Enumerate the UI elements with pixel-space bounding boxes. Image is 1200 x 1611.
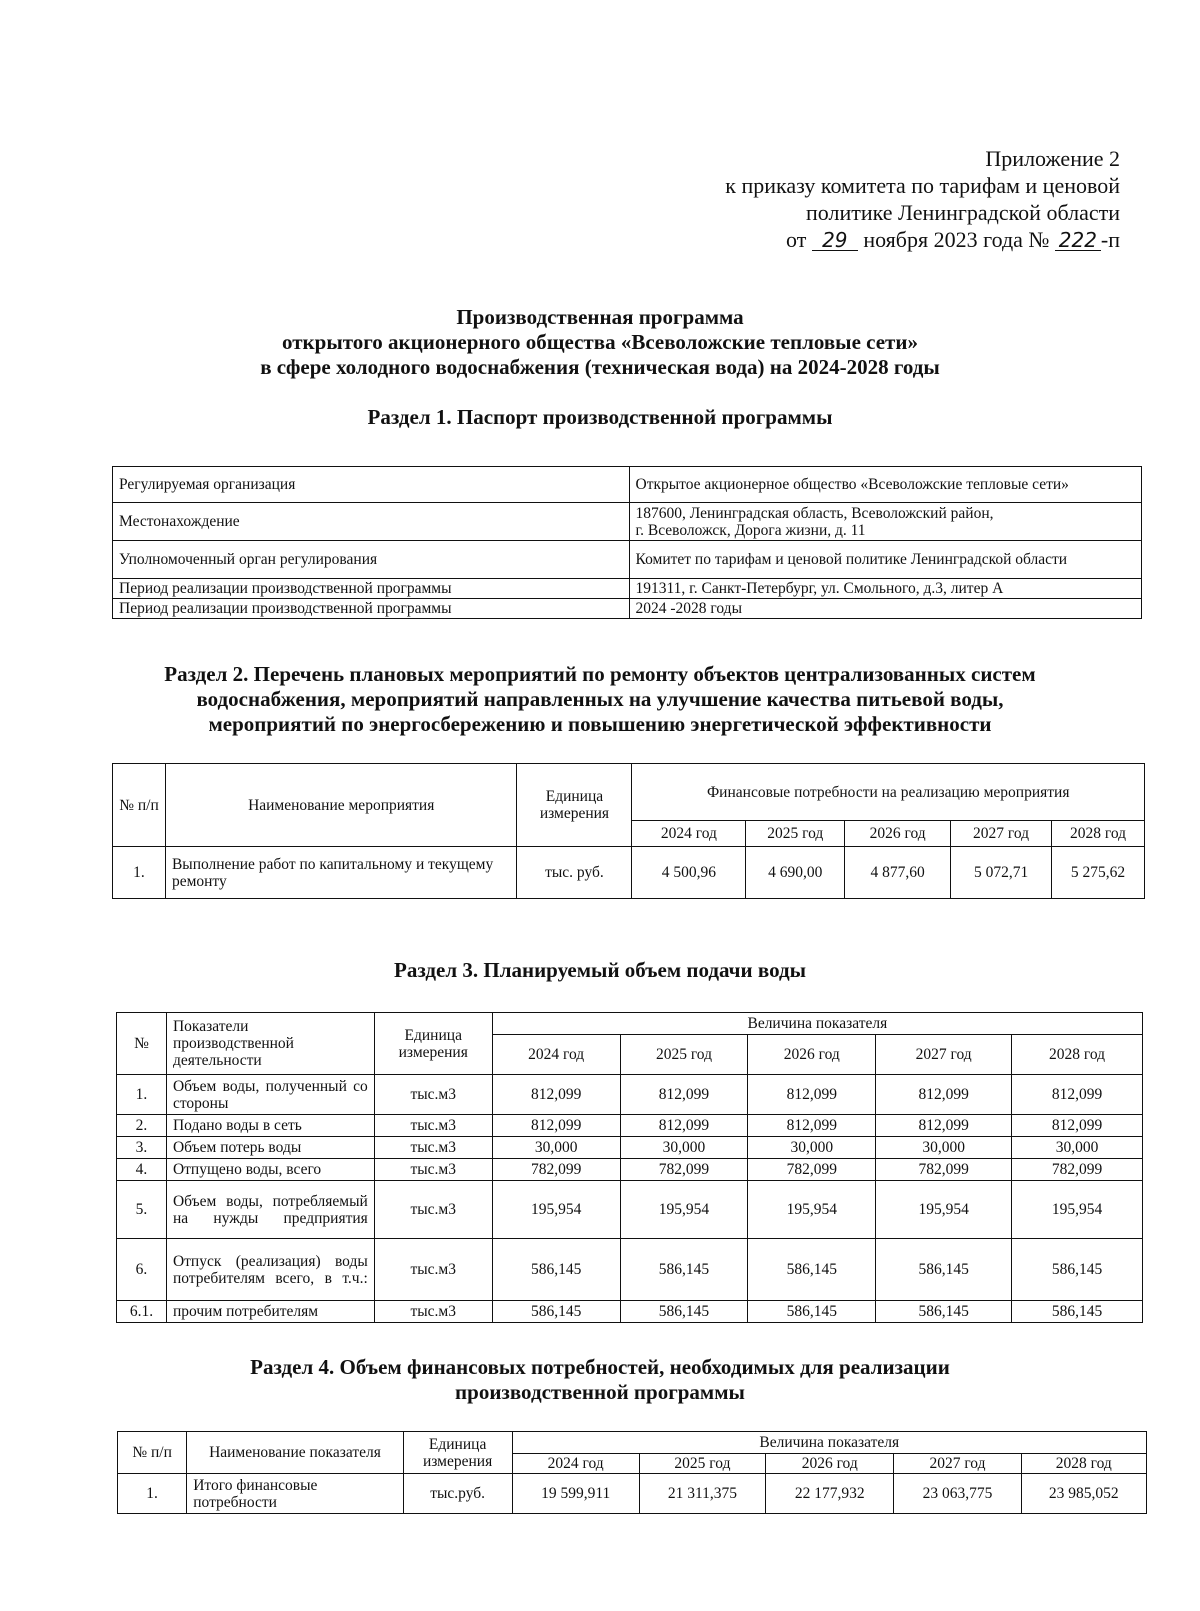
row-value: 195,954: [1012, 1181, 1143, 1239]
row-num: 2.: [117, 1115, 167, 1137]
row-unit: тыс.м3: [374, 1301, 492, 1323]
table-row: [117, 1075, 1143, 1115]
address-line: 187600, Ленинградская область, Всеволожский район,: [635, 504, 994, 522]
col-header-name: Показатели производственной деятельности: [166, 1013, 374, 1075]
table-row: [113, 579, 1142, 599]
title-line: открытого акционерного общества «Всеволожские тепловые сети»: [282, 330, 918, 354]
date-middle: ноября 2023 года №: [863, 227, 1050, 252]
passport-label: Регулируемая организация: [113, 467, 630, 503]
row-value: 812,099: [876, 1115, 1012, 1137]
row-value: 812,099: [1012, 1115, 1143, 1137]
passport-label: Период реализации производственной программы: [113, 599, 630, 619]
row-value: 586,145: [748, 1301, 876, 1323]
row-value: 19 599,911: [512, 1474, 639, 1514]
row-value: 30,000: [748, 1137, 876, 1159]
section4-heading: [60, 1355, 1140, 1405]
order-suffix: -п: [1100, 227, 1120, 252]
table-row: [113, 503, 1142, 541]
table-row: [113, 847, 1145, 899]
row-num: 1.: [113, 847, 166, 899]
heading-line: мероприятий по энергосбережению и повышению энергетической эффективности: [208, 712, 992, 736]
col-header-num: №: [117, 1013, 167, 1075]
passport-value: Комитет по тарифам и ценовой политике Ленинградской области: [629, 541, 1142, 579]
row-name: Подано воды в сеть: [166, 1115, 374, 1137]
row-unit: тыс.м3: [374, 1159, 492, 1181]
row-value: 586,145: [748, 1239, 876, 1301]
passport-label: Период реализации производственной программы: [113, 579, 630, 599]
row-value: 812,099: [620, 1115, 748, 1137]
year-header: 2027 год: [951, 821, 1052, 847]
year-header: 2024 год: [632, 821, 746, 847]
row-value: 812,099: [748, 1115, 876, 1137]
row-unit: тыс.м3: [374, 1075, 492, 1115]
col-header-value: Величина показателя: [492, 1013, 1142, 1035]
row-value: 812,099: [1012, 1075, 1143, 1115]
appendix-line: политике Ленинградской области: [805, 200, 1120, 225]
row-name: Отпуск (реализация) воды потребителям всего, в т.ч.:: [166, 1239, 374, 1301]
row-value: 812,099: [748, 1075, 876, 1115]
table-header-row: [113, 764, 1145, 821]
year-header: 2028 год: [1012, 1035, 1143, 1075]
col-header-value: Величина показателя: [512, 1432, 1146, 1454]
year-header: 2025 год: [639, 1454, 765, 1474]
row-num: 1.: [118, 1474, 187, 1514]
row-name: Объем воды, полученный со стороны: [166, 1075, 374, 1115]
row-name: Итого финансовые потребности: [187, 1474, 403, 1514]
appendix-line: Приложение 2: [985, 146, 1120, 171]
row-name: Выполнение работ по капитальному и текущему ремонту: [165, 847, 517, 899]
section1-heading: Раздел 1. Паспорт производственной программы: [367, 405, 833, 429]
passport-label: Местонахождение: [113, 503, 630, 541]
appendix-line: к приказу комитета по тарифам и ценовой: [725, 173, 1120, 198]
row-value: 782,099: [492, 1159, 620, 1181]
row-value: 586,145: [492, 1301, 620, 1323]
row-value: 195,954: [620, 1181, 748, 1239]
table-row: [113, 467, 1142, 503]
heading-line: Раздел 4. Объем финансовых потребностей, необходимых для реализации: [250, 1355, 950, 1379]
heading-line: производственной программы: [455, 1380, 745, 1404]
row-value: 586,145: [492, 1239, 620, 1301]
row-unit: тыс.руб.: [403, 1474, 512, 1514]
row-value: 5 072,71: [951, 847, 1052, 899]
row-num: 4.: [117, 1159, 167, 1181]
row-value: 30,000: [876, 1137, 1012, 1159]
row-unit: тыс.м3: [374, 1137, 492, 1159]
row-value: 23 063,775: [894, 1474, 1021, 1514]
col-header-num: № п/п: [113, 764, 166, 847]
row-value: 4 877,60: [845, 847, 951, 899]
row-value: 22 177,932: [766, 1474, 894, 1514]
row-value: 4 690,00: [746, 847, 845, 899]
row-value: 4 500,96: [632, 847, 746, 899]
year-header: 2028 год: [1021, 1454, 1146, 1474]
row-name: Объем потерь воды: [166, 1137, 374, 1159]
passport-table: [112, 466, 1142, 619]
appendix-header: [560, 145, 1120, 253]
row-unit: тыс. руб.: [517, 847, 632, 899]
row-value: 782,099: [748, 1159, 876, 1181]
water-supply-table: [116, 1012, 1143, 1323]
row-value: 195,954: [876, 1181, 1012, 1239]
row-value: 30,000: [620, 1137, 748, 1159]
row-value: 812,099: [492, 1115, 620, 1137]
date-prefix: от: [785, 227, 807, 252]
measures-table: [112, 763, 1145, 899]
document-title: [60, 305, 1140, 380]
table-header-row: [118, 1432, 1147, 1454]
table-row: [117, 1181, 1143, 1239]
row-value: 586,145: [1012, 1239, 1143, 1301]
col-header-finance: Финансовые потребности на реализацию мероприятия: [632, 764, 1145, 821]
row-value: 812,099: [620, 1075, 748, 1115]
row-value: 782,099: [620, 1159, 748, 1181]
year-header: 2025 год: [746, 821, 845, 847]
table-header-row: [117, 1013, 1143, 1035]
table-row: [113, 599, 1142, 619]
row-num: 6.1.: [117, 1301, 167, 1323]
title-line: в сфере холодного водоснабжения (техническая вода) на 2024-2028 годы: [260, 355, 940, 379]
table-row: [117, 1159, 1143, 1181]
year-header: 2024 год: [512, 1454, 639, 1474]
row-value: 586,145: [620, 1301, 748, 1323]
year-header: 2027 год: [894, 1454, 1021, 1474]
row-value: 30,000: [1012, 1137, 1143, 1159]
passport-value: 2024 -2028 годы: [629, 599, 1142, 619]
row-num: 1.: [117, 1075, 167, 1115]
table-row: [117, 1115, 1143, 1137]
handwritten-day: 29: [812, 230, 858, 251]
passport-value: 191311, г. Санкт-Петербург, ул. Смольного, д.3, литер А: [629, 579, 1142, 599]
row-unit: тыс.м3: [374, 1239, 492, 1301]
row-num: 6.: [117, 1239, 167, 1301]
table-row: [117, 1301, 1143, 1323]
col-header-name: Наименование мероприятия: [165, 764, 517, 847]
section2-heading: [60, 662, 1140, 737]
row-value: 23 985,052: [1021, 1474, 1146, 1514]
row-value: 586,145: [876, 1239, 1012, 1301]
heading-line: Раздел 2. Перечень плановых мероприятий по ремонту объектов централизованных систем: [164, 662, 1036, 686]
passport-label: Уполномоченный орган регулирования: [113, 541, 630, 579]
col-header-unit: Единица измерения: [517, 764, 632, 847]
year-header: 2028 год: [1052, 821, 1145, 847]
heading-line: водоснабжения, мероприятий направленных на улучшение качества питьевой воды,: [196, 687, 1004, 711]
year-header: 2025 год: [620, 1035, 748, 1075]
row-value: 782,099: [1012, 1159, 1143, 1181]
address-line: г. Всеволожск, Дорога жизни, д. 11: [635, 521, 866, 539]
row-value: 5 275,62: [1052, 847, 1145, 899]
col-header-unit: Единица измерения: [374, 1013, 492, 1075]
row-num: 3.: [117, 1137, 167, 1159]
row-value: 812,099: [492, 1075, 620, 1115]
row-value: 586,145: [1012, 1301, 1143, 1323]
appendix-date-line: [560, 226, 1120, 253]
row-name: Объем воды, потребляемый на нужды предприятия: [166, 1181, 374, 1239]
year-header: 2026 год: [845, 821, 951, 847]
finance-table: [117, 1431, 1147, 1514]
year-header: 2026 год: [748, 1035, 876, 1075]
row-value: 195,954: [748, 1181, 876, 1239]
row-value: 586,145: [620, 1239, 748, 1301]
row-name: Отпущено воды, всего: [166, 1159, 374, 1181]
row-value: 586,145: [876, 1301, 1012, 1323]
row-unit: тыс.м3: [374, 1115, 492, 1137]
table-row: [117, 1137, 1143, 1159]
row-value: 812,099: [876, 1075, 1012, 1115]
year-header: 2026 год: [766, 1454, 894, 1474]
passport-value: [629, 503, 1142, 541]
row-unit: тыс.м3: [374, 1181, 492, 1239]
table-row: [118, 1474, 1147, 1514]
handwritten-order-number: 222: [1055, 230, 1101, 251]
table-row: [117, 1239, 1143, 1301]
passport-value: Открытое акционерное общество «Всеволожские тепловые сети»: [629, 467, 1142, 503]
row-name: прочим потребителям: [166, 1301, 374, 1323]
row-num: 5.: [117, 1181, 167, 1239]
section3-heading: Раздел 3. Планируемый объем подачи воды: [394, 958, 806, 982]
col-header-name: Наименование показателя: [187, 1432, 403, 1474]
year-header: 2024 год: [492, 1035, 620, 1075]
row-value: 30,000: [492, 1137, 620, 1159]
row-value: 782,099: [876, 1159, 1012, 1181]
col-header-num: № п/п: [118, 1432, 187, 1474]
table-row: [113, 541, 1142, 579]
year-header: 2027 год: [876, 1035, 1012, 1075]
row-value: 21 311,375: [639, 1474, 765, 1514]
col-header-unit: Единица измерения: [403, 1432, 512, 1474]
title-line: Производственная программа: [456, 305, 744, 329]
row-value: 195,954: [492, 1181, 620, 1239]
